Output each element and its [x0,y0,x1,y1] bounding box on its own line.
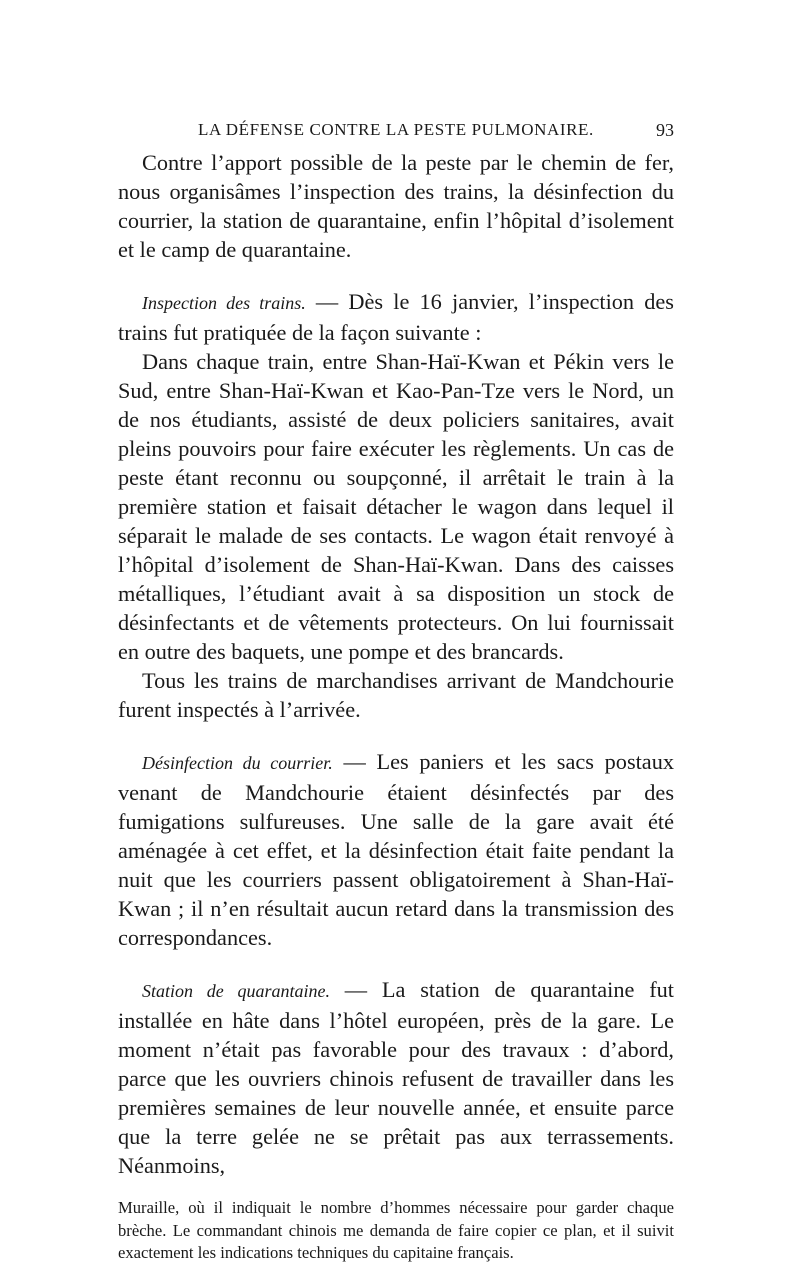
paragraph-station-text: — La station de quarantaine fut installée en hâte dans l’hôtel européen, près de la gare. Le moment n’était pas favorable pour des travaux : d’abord, parce que les ouvriers chinois refusent de travailler dans les premières semaines de leur nouvelle année, et ensuite parce que la terre gelée ne se prêtait pas aux terrassements. Néanmoins, [118,977,674,1178]
section-heading-desinfection: Désinfection du courrier. [142,753,333,773]
footnote: Muraille, où il indiquait le nombre d’hommes nécessaire pour garder chaque brèche. Le commandant chinois me demanda de faire copier ce plan, et il suivit exactement les indications techniques du capitaine français. [118,1198,674,1262]
section-heading-inspection: Inspection des trains. [142,293,306,313]
paragraph-intro: Contre l’apport possible de la peste par le chemin de fer, nous organisâmes l’inspection des trains, la désinfection du courrier, la station de quarantaine, enfin l’hôpital d’isolement et le camp de quarantaine. [118,150,674,262]
paragraph-desinfection-courrier [118,747,674,952]
running-title: LA DÉFENSE CONTRE LA PESTE PULMONAIRE. [198,120,594,139]
paragraph-station-quarantaine [118,975,674,1180]
body-text [118,148,674,1180]
paragraph-marchandises: Tous les trains de marchandises arrivant de Mandchourie furent inspectés à l’arrivée. [118,668,674,722]
section-heading-station: Station de quarantaine. [142,981,330,1001]
running-head [118,112,674,148]
paragraph-inspection-trains [118,287,674,347]
book-page [118,112,674,1281]
paragraph-chaque-train: Dans chaque train, entre Shan-Haï-Kwan et Pékin vers le Sud, entre Shan-Haï-Kwan et Kao-Pan-Tze vers le Nord, un de nos étudiants, assisté de deux policiers sanitaires, avait pleins pouvoirs pour faire exécuter les règlements. Un cas de peste étant reconnu ou soupçonné, il arrêtait le train à la première station et faisait détacher le wagon dans lequel il séparait le malade de ses contacts. Le wagon était renvoyé à l’hôpital d’isolement de Shan-Haï-Kwan. Dans des caisses métalliques, l’étudiant avait à sa disposition un stock de désinfectants et de vêtements protecteurs. On lui fournissait en outre des baquets, une pompe et des brancards. [118,349,674,664]
paragraph-inspection-text: — Dès le 16 janvier, l’inspection des trains fut pratiquée de la façon suivante : [118,289,674,345]
page-number: 93 [656,120,674,140]
paragraph-desinfection-text: — Les paniers et les sacs postaux venant de Mandchourie étaient désinfectés par des fumigations sulfureuses. Une salle de la gare avait été aménagée à cet effet, et la désinfection était faite pendant la nuit que les courriers passent obligatoirement à Shan-Haï-Kwan ; il n’en résultait aucun retard dans la transmission des correspondances. [118,749,675,950]
